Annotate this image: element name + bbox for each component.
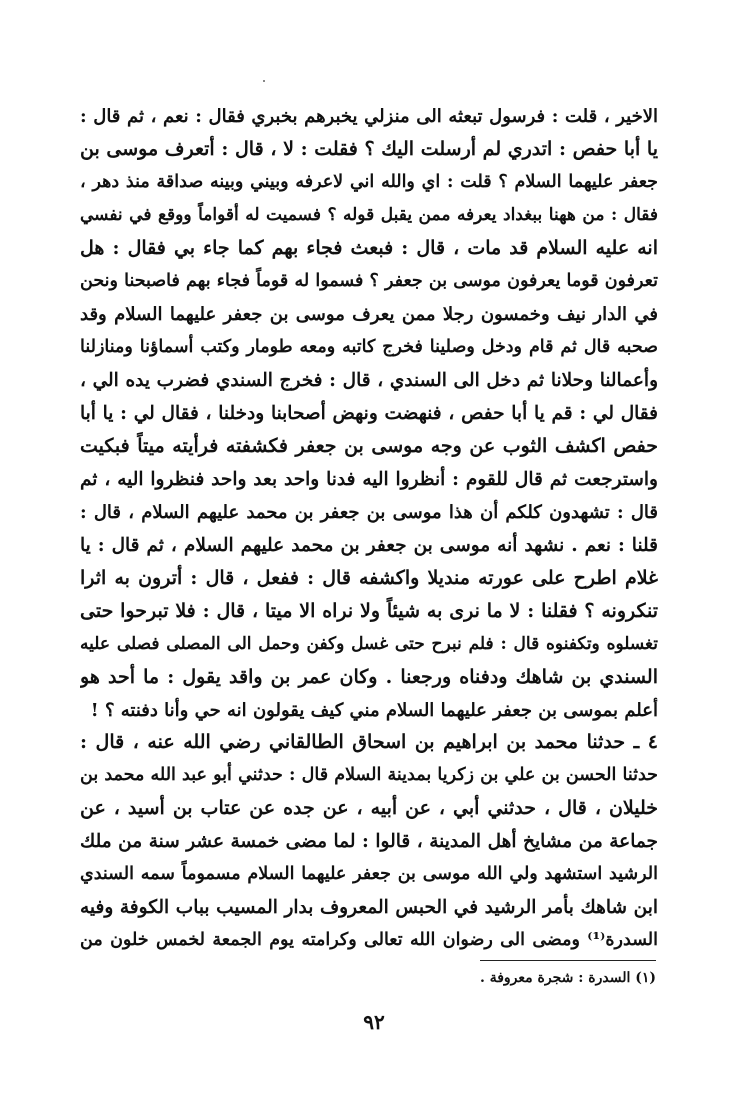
paragraph-narration bbox=[80, 100, 658, 727]
text-line: يا أبا حفص : اتدري لم أرسلت اليك ؟ فقلت : لا ، قال : أتعرف موسى بن bbox=[80, 138, 658, 160]
text-line: فقال لي : قم يا أبا حفص ، فنهضت ونهض أصحابنا ودخلنا ، فقال لي : يا أبا bbox=[80, 403, 658, 424]
text-line: حدثنا الحسن بن علي بن زكريا بمدينة السلام قال : حدثني أبو عبد الله محمد بن bbox=[80, 765, 658, 785]
text-line: خليلان ، قال ، حدثني أبي ، عن أبيه ، عن جده عن عتاب بن أسيد ، عن bbox=[80, 797, 658, 819]
text-line: تنكرونه ؟ فقلنا : لا ما نرى به شيئاً ولا نراه الا ميتا ، قال : فلا تبرحوا حتى bbox=[80, 600, 658, 622]
text-line: السندي بن شاهك ودفناه ورجعنا . وكان عمر بن واقد يقول : ما أحد هو bbox=[80, 666, 658, 688]
text-line: أعلم بموسى بن جعفر عليهما السلام مني كيف يقولون انه حي وأنا دفنته ؟ ! bbox=[90, 700, 658, 721]
text-line: جماعة من مشايخ أهل المدينة ، قالوا : لما مضى خمسة عشر سنة من ملك bbox=[80, 831, 658, 852]
text-line: الاخير ، قلت : فرسول تبعثه الى منزلي يخبرهم بخبري فقال : نعم ، ثم قال : bbox=[80, 106, 658, 127]
text-line: جعفر عليهما السلام ؟ قلت : اي والله اني لاعرفه وبيني وبينه صداقة منذ دهر ، bbox=[80, 172, 658, 192]
text-line: قال : تشهدون كلكم أن هذا موسى بن جعفر بن محمد عليهم السلام ، قال : bbox=[80, 502, 658, 523]
footnote: (١) السدرة : شجرة معروفة . bbox=[479, 970, 656, 986]
text-line: الرشيد استشهد ولي الله موسى بن جعفر عليهما السلام مسموماً سمه السندي bbox=[80, 864, 658, 884]
page-number: ٩٢ bbox=[363, 1010, 385, 1034]
text-line: ابن شاهك بأمر الرشيد في الحبس المعروف بدار المسيب بباب الكوفة وفيه bbox=[80, 897, 658, 918]
text-line: انه عليه السلام قد مات ، قال : فبعث فجاء بهم كما جاء بي فقال : هل bbox=[80, 237, 658, 259]
text-line: السدرة⁽¹⁾ ومضى الى رضوان الله تعالى وكرامته يوم الجمعة لخمس خلون من bbox=[80, 930, 658, 950]
text-line: حفص اكشف الثوب عن وجه موسى بن جعفر فكشفته فرأيته ميتاً فبكيت bbox=[80, 435, 658, 457]
text-line: تغسلوه وتكفنوه قال : فلم نبرح حتى غسل وكفن وحمل الى المصلى فصلى عليه bbox=[80, 634, 658, 654]
text-line: وأعمالنا وحلانا ثم دخل الى السندي ، قال : فخرج السندي فضرب يده الي ، bbox=[80, 370, 658, 391]
text-line: غلام اطرح على عورته منديلا واكشفه قال : ففعل ، قال : أترون به اثرا bbox=[80, 567, 658, 589]
text-line: تعرفون قوما يعرفون موسى بن جعفر ؟ فسموا له قوماً فجاء بهم فاصبحنا ونحن bbox=[80, 271, 658, 291]
text-line: صحبه قال ثم قام ودخل وصلينا فخرج كاتبه ومعه طومار وكتب أسماؤنا ومنازلنا bbox=[80, 337, 658, 357]
text-line: قلنا : نعم . نشهد أنه موسى بن جعفر بن محمد عليهم السلام ، ثم قال : يا bbox=[80, 535, 658, 556]
text-line: ٤ ـ حدثنا محمد بن ابراهيم بن اسحاق الطالقاني رضي الله عنه ، قال : bbox=[80, 731, 658, 753]
footnote-divider bbox=[480, 960, 656, 961]
scan-speck bbox=[263, 80, 265, 82]
text-line: فقال : من ههنا ببغداد يعرفه ممن يقبل قوله ؟ فسميت له أقواماً ووقع في نفسي bbox=[80, 205, 658, 225]
paragraph-hadith-4 bbox=[80, 726, 658, 957]
text-line: واسترجعت ثم قال للقوم : أنظروا اليه فدنا واحد بعد واحد فنظروا اليه ، ثم bbox=[80, 469, 658, 490]
text-line: في الدار نيف وخمسون رجلا ممن يعرف موسى بن جعفر عليهما السلام وقد bbox=[80, 304, 658, 325]
